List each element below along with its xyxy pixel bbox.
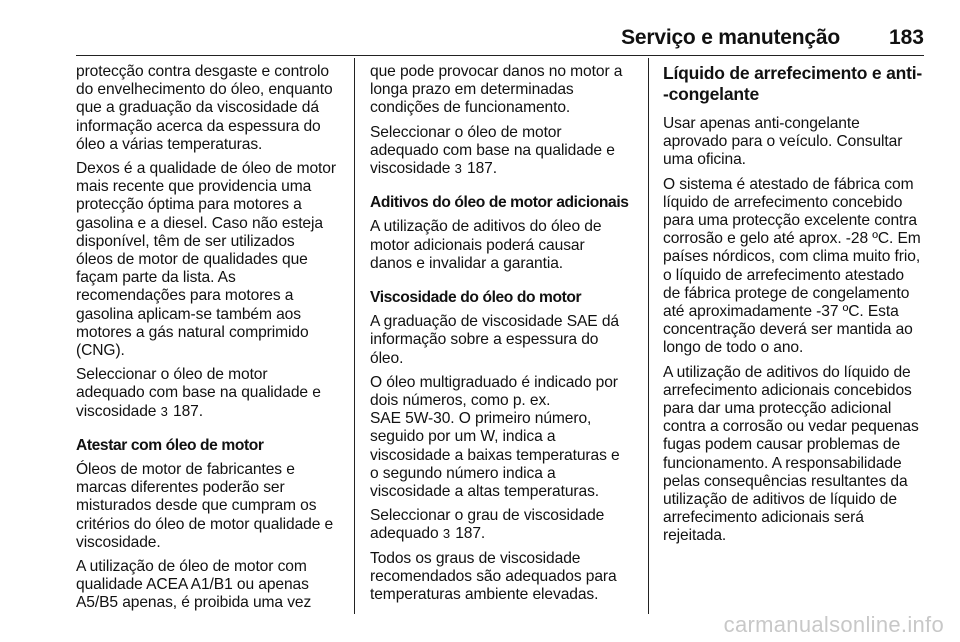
column-divider-2 xyxy=(648,58,649,614)
page-reference-arrow-icon: 3 xyxy=(454,161,462,177)
paragraph-with-xref xyxy=(370,124,640,179)
page-reference-arrow-icon: 3 xyxy=(160,403,168,419)
text-line: marcas diferentes poderão ser xyxy=(76,479,285,497)
text-line: óleos de motor de qualidades que xyxy=(76,251,308,269)
text-line: Óleos de motor de fabricantes e xyxy=(76,461,295,479)
text-line: viscosidade a altas temperaturas. xyxy=(370,483,599,501)
text-line: gasolina e a diesel. Caso não esteja xyxy=(76,214,323,232)
text-line: viscosidade a baixas temperaturas e xyxy=(370,446,620,464)
text-fragment: viscosidade xyxy=(76,402,157,420)
page-number: 183 xyxy=(888,26,924,49)
paragraph-with-xref xyxy=(370,507,640,543)
text-line: longo de todo o ano. xyxy=(663,339,804,357)
text-line: O sistema é atestado de fábrica com xyxy=(663,175,914,193)
text-line: viscosidade. xyxy=(76,533,161,551)
text-line: condições de funcionamento. xyxy=(370,99,571,117)
paragraph xyxy=(76,63,346,154)
text-line: de fábrica protege de congelamento xyxy=(663,284,910,302)
text-line: fugas podem causar problemas de xyxy=(663,436,901,454)
text-line: pelas consequências resultantes da xyxy=(663,472,908,490)
page-reference[interactable]: 187. xyxy=(455,525,486,543)
column-2 xyxy=(370,63,640,610)
text-line: A graduação de viscosidade SAE dá xyxy=(370,313,619,331)
text-line: protecção contra desgaste e controlo xyxy=(76,63,329,80)
text-line: Seleccionar o grau de viscosidade xyxy=(370,507,605,525)
text-line: Dexos é a qualidade de óleo de motor xyxy=(76,160,336,178)
subheading-viscosity: Viscosidade do óleo do motor xyxy=(370,289,582,307)
text-line: disponível, têm de ser utilizados xyxy=(76,232,295,250)
text-line: recomendações para motores a xyxy=(76,287,294,305)
text-line: façam parte da lista. As xyxy=(76,269,236,287)
text-line: O óleo multigraduado é indicado por xyxy=(370,373,618,391)
text-line: recomendados são adequados para xyxy=(370,567,617,585)
section-heading-coolant xyxy=(663,63,938,105)
section-title: Serviço e manutenção xyxy=(621,26,840,49)
paragraph xyxy=(663,364,938,546)
text-line: -congelante xyxy=(663,84,760,104)
text-line: que a graduação da viscosidade dá xyxy=(76,99,319,117)
text-fragment: viscosidade xyxy=(370,160,451,178)
text-line: países nórdicos, com clima muito frio, xyxy=(663,248,921,266)
text-line: protecção óptima para motores a xyxy=(76,196,302,214)
header-rule xyxy=(76,55,924,56)
text-line: gasolina aplicam-se também aos xyxy=(76,305,301,323)
text-line: longa prazo em determinadas xyxy=(370,81,574,99)
text-line: danos e invalidar a garantia. xyxy=(370,254,564,272)
watermark: carmanualsonline.info xyxy=(723,612,944,637)
text-line: Líquido de arrefecimento e anti- xyxy=(663,63,923,83)
text-fragment: adequado xyxy=(370,525,439,543)
text-line: A utilização de aditivos do líquido de xyxy=(663,363,911,381)
text-line xyxy=(76,403,346,421)
text-line: Usar apenas anti-congelante xyxy=(663,115,860,132)
text-line: mais recente que providencia uma xyxy=(76,178,312,196)
text-line: motor adicionais poderá causar xyxy=(370,236,585,254)
paragraph xyxy=(663,115,938,170)
text-line: dois números, como p. ex. xyxy=(370,392,551,410)
text-line: qualidade ACEA A1/B1 ou apenas xyxy=(76,576,309,594)
text-line: temperaturas ambiente elevadas. xyxy=(370,586,599,604)
text-line: óleo a várias temperaturas. xyxy=(76,135,263,153)
text-line: A5/B5 apenas, é proibida uma vez xyxy=(76,594,312,612)
text-line: motores a gás natural comprimido xyxy=(76,323,309,341)
text-line: rejeitada. xyxy=(663,527,727,545)
text-line xyxy=(370,160,640,178)
text-line: seguido por um W, indica a xyxy=(370,428,556,446)
text-line: o líquido de arrefecimento atestado xyxy=(663,266,904,284)
text-line: adequado com base na qualidade e xyxy=(370,141,615,159)
text-line: para uma protecção excelente contra xyxy=(663,212,917,230)
text-line: para dar uma protecção adicional xyxy=(663,400,892,418)
text-line: uma oficina. xyxy=(663,151,746,169)
text-line: corrosão e gelo até aprox. -28 ºC. Em xyxy=(663,230,921,248)
page-header xyxy=(76,24,924,56)
subheading-additives: Aditivos do óleo de motor adicionais xyxy=(370,194,629,212)
text-line: Todos os graus de viscosidade xyxy=(370,549,581,567)
text-line: A utilização de óleo de motor com xyxy=(76,558,307,576)
text-line: utilização de aditivos de líquido de xyxy=(663,491,897,509)
page-reference[interactable]: 187. xyxy=(467,160,497,178)
column-divider-1 xyxy=(354,58,355,614)
paragraph xyxy=(76,160,346,360)
text-line: arrefecimento adicionais será xyxy=(663,509,864,527)
column-1 xyxy=(76,63,346,619)
text-line: concentração deverá ser mantida ao xyxy=(663,321,913,339)
paragraph-with-xref xyxy=(76,366,346,421)
text-line: (CNG). xyxy=(76,342,125,360)
text-line: que pode provocar danos no motor a xyxy=(370,63,623,80)
paragraph xyxy=(370,550,640,605)
text-line: SAE 5W-30. O primeiro número, xyxy=(370,410,592,428)
paragraph xyxy=(663,176,938,358)
text-line: óleo. xyxy=(370,349,404,367)
text-line: informação acerca da espessura do xyxy=(76,117,321,135)
text-line: o segundo número indica a xyxy=(370,464,556,482)
subheading-topping-up: Atestar com óleo de motor xyxy=(76,436,264,454)
text-line: Seleccionar o óleo de motor xyxy=(370,123,562,141)
text-line: do envelhecimento do óleo, enquanto xyxy=(76,81,333,99)
text-line: adequado com base na qualidade e xyxy=(76,384,321,402)
text-line: até aproximadamente -37 ºC. Esta xyxy=(663,303,899,321)
paragraph xyxy=(370,218,640,273)
text-line: misturados desde que cumpram os xyxy=(76,497,317,515)
text-line: arrefecimento adicionais concebidos xyxy=(663,381,912,399)
text-line: líquido de arrefecimento concebido xyxy=(663,193,903,211)
page-reference[interactable]: 187. xyxy=(173,402,203,420)
paragraph xyxy=(370,374,640,501)
paragraph xyxy=(370,63,640,118)
text-line: Seleccionar o óleo de motor xyxy=(76,366,268,384)
column-3 xyxy=(663,63,938,552)
text-line: informação sobre a espessura do xyxy=(370,331,599,349)
text-line: aprovado para o veículo. Consultar xyxy=(663,133,903,151)
text-line xyxy=(370,525,640,543)
text-line: A utilização de aditivos do óleo de xyxy=(370,218,602,236)
text-line: critérios do óleo de motor qualidade e xyxy=(76,515,334,533)
paragraph xyxy=(76,558,346,613)
text-line: funcionamento. A responsabilidade xyxy=(663,454,902,472)
paragraph xyxy=(76,461,346,552)
text-line: contra a corrosão ou vedar pequenas xyxy=(663,418,919,436)
paragraph xyxy=(370,313,640,368)
page-reference-arrow-icon: 3 xyxy=(442,526,450,542)
